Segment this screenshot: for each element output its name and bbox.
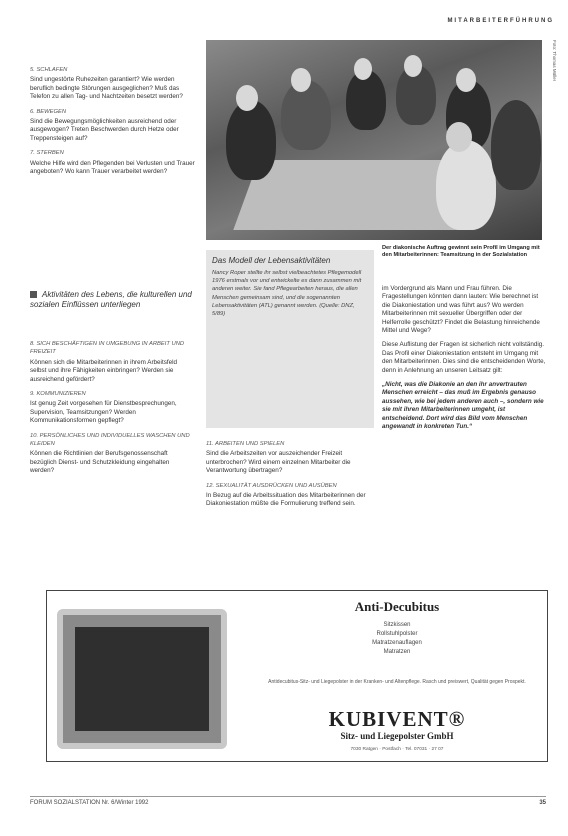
mattress-image [57,609,227,749]
right-para-1: im Vordergrund als Mann und Frau führen. Die Fragestellungen könnten dann lauten: Wie berechnet ist die Diakoniestation und was führt aus? Wo werden Mitarbeiterinnen mit sexueller Übergriffen oder der Helferrolle geschützt? Findet die Belastung hinreichende Mittel und Wege? [382,285,540,335]
section-6-heading: 6. BEWEGEN [30,108,67,115]
section-9-heading: 9. KOMMUNIZIEREN [30,391,86,398]
section-7-body: Welche Hilfe wird den Pflegenden bei Verlusten und Trauer angeboten? Wo kann Trauer verarbeitet werden? [30,159,195,176]
ad-item: Rollstuhlpolster [376,631,418,637]
section-8-heading: 8. SICH BESCHÄFTIGEN IN UMGEBUNG IN ARBEIT UND FREIZEIT [30,341,185,356]
section-9-body: Ist genug Zeit vorgesehen für Dienstbesprechungen, Supervision, Teamsitzungen? Werden Kommunikationsformen gepflegt? [30,400,177,425]
section-8-body: Können sich die Mitarbeiterinnen in ihrem Arbeitsfeld selbst und ihre Fähigkeiten einbringen? Werden sie ausreichend gefördert? [30,358,178,383]
photo-credit: Foto: Thomas Müller [552,40,557,82]
section-10-body: Können die Richtlinien der Berufsgenossenschaft bezüglich Dienst- und Schutzkleidung eingehalten werden? [30,450,170,475]
team-meeting-photo [206,40,542,240]
section-7-heading: 7. STERBEN [30,150,64,157]
ad-brand: KUBIVENT® [328,707,466,731]
left-column [30,66,195,182]
info-box [206,250,374,428]
middle-column [206,440,374,515]
advertisement [46,590,548,762]
ad-item: Matratzen [383,649,411,655]
pull-quote-text: Aktivitäten des Lebens, die kulturellen und sozialen Einflüssen unterliegen [30,290,192,309]
page-number: 35 [539,800,546,806]
right-para-2: Diese Auflistung der Fragen ist sicherlich nicht vollständig. Das Profil einer Diakoniestation entsteht im Umgang mit den Mitarbeiterinnen. Dies sind die entscheidenden Worte, denn in Anlehnung an unseren Leitsatz gilt: [382,341,546,374]
ad-address: 7030 Ratgen · Postfach · Tel. 07031 · 27 07 [350,747,444,752]
photo-caption: Der diakonische Auftrag gewinnt sein Profil im Umgang mit den Mitarbeiterinnen: Teamsitzung in der Sozialstation [382,245,540,258]
section-11-body: Sind die Arbeitszeiten vor auszeichender Freizeit unterbrochen? Wird einem einzelnen Mitarbeiter die Verantwortung übertragen? [206,450,351,475]
right-quote: „Nicht, was die Diakonie an den ihr anvertrauten Menschen erreicht – das muß im Ergebnis genauso aussehen, wie bei jedem anderen auch –, sondern wie sie mit ihren Mitarbeiterinnen umgeht, ist entscheidend. Dort wird das Bild vom Menschen angewandt in konkreten Tun.“ [382,381,544,431]
section-10-heading: 10. PERSÖNLICHES UND INDIVIDUELLES WASCHEN UND KLEIDEN [30,432,190,448]
ad-product-list [302,621,492,657]
section-5-body: Sind ungestörte Ruhezeiten garantiert? Wie werden beruflich bedingte Störungen ausgeglichen? Muß das Telefon zu allen Tag- und Nachtzeiten besetzt werden? [30,76,183,101]
ad-item: Sitzkissen [383,622,411,628]
info-box-body: Nancy Roper stellte ihr selbst vielbeachtetes Pflegemodell 1976 erstmals vor und entwickelte es dann zusammen mit anderen weiter. Sie fand Pflegearbeiten heraus, die allen Menschen gemeinsam sind, und die sogenannten Lebensaktivitäten (ATL) genannt werden. (Quelle: DNZ, 5/89) [212,270,362,318]
section-12-body: In Bezug auf die Arbeitssituation des Mitarbeiterinnen der Diakoniestation müßte die Formulierung treffend sein. [206,492,366,508]
ad-title: Anti-Decubitus [354,599,440,614]
info-box-title: Das Modell der Lebensaktivitäten [212,256,331,265]
section-12-heading: 12. SEXUALITÄT AUSDRÜCKEN UND AUSÜBEN [206,482,337,489]
ad-subtitle: Sitz- und Liegepolster GmbH [340,731,454,741]
section-11-heading: 11. ARBEITEN UND SPIELEN [206,441,285,447]
left-column-lower [30,340,195,482]
section-6-body: Sind die Bewegungsmöglichkeiten ausreichend oder ausgewogen? Treten Beschwerden durch Hetze oder Treppensteigen auf? [30,118,179,142]
page-footer [30,796,546,806]
ad-description: Antidecubitus-Sitz- und Liegepolster in der Kranken- und Altenpflege. Rasch und preiswert, Qualität gegen Prospekt. [268,679,526,685]
bullet-square-icon [30,291,37,298]
section-header: MITARBEITERFÜHRUNG [447,18,554,24]
journal-name: FORUM SOZIALSTATION Nr. 6/Winter 1992 [30,800,149,806]
ad-item: Matratzenauflagen [372,640,422,646]
section-5-heading: 5. SCHLAFEN [30,67,68,73]
pull-quote [30,290,195,310]
right-column [382,285,547,438]
